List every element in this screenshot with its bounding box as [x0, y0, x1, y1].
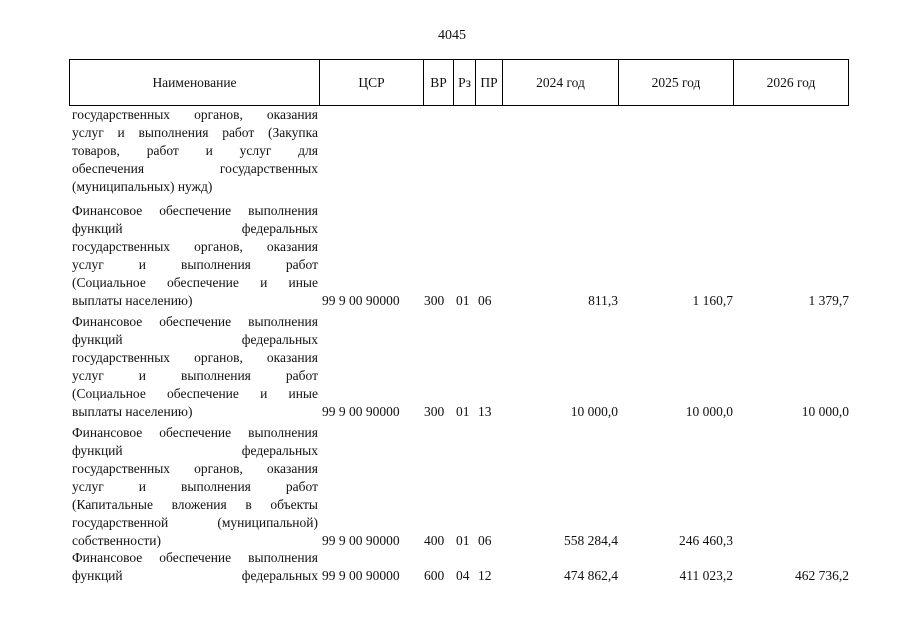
cell-2025: 246 460,3	[679, 533, 733, 548]
name-line: функций федеральных	[72, 568, 318, 583]
name-line: государственных органов, оказания	[72, 350, 318, 365]
cell-csr: 99 9 00 90000	[322, 568, 400, 583]
name-line: (Социальное обеспечение и иные	[72, 386, 318, 401]
header-vr: ВР	[424, 60, 454, 105]
name-line: выплаты населению)	[72, 293, 193, 308]
page-number: 4045	[438, 28, 466, 43]
name-line: собственности)	[72, 533, 161, 548]
row-name	[72, 424, 318, 550]
header-2024: 2024 год	[503, 60, 619, 105]
cell-2026: 1 379,7	[808, 293, 849, 308]
name-line: услуг и выполнения работ	[72, 479, 318, 494]
name-line: функций федеральных	[72, 221, 318, 236]
cell-pr: 06	[478, 293, 492, 308]
name-line: Финансовое обеспечение выполнения	[72, 425, 318, 440]
cell-2026: 10 000,0	[801, 404, 849, 419]
cell-rz: 04	[456, 568, 470, 583]
cell-vr: 600	[424, 568, 445, 583]
header-pr: ПР	[476, 60, 503, 105]
cell-csr: 99 9 00 90000	[322, 404, 400, 419]
cell-2024: 811,3	[588, 293, 618, 308]
row-name	[72, 549, 318, 585]
cell-rz: 01	[456, 293, 470, 308]
cell-2025: 411 023,2	[679, 568, 733, 583]
name-line: государственной (муниципальной)	[72, 515, 318, 530]
name-line: товаров, работ и услуг для	[72, 143, 318, 158]
cell-csr: 99 9 00 90000	[322, 533, 400, 548]
name-line: (Капитальные вложения в объекты	[72, 497, 318, 512]
name-line: функций федеральных	[72, 332, 318, 347]
name-line: услуг и выполнения работ (Закупка	[72, 125, 318, 140]
cell-vr: 300	[424, 293, 445, 308]
name-line: обеспечения государственных	[72, 161, 318, 176]
header-2025: 2025 год	[619, 60, 734, 105]
name-line: государственных органов, оказания	[72, 107, 318, 122]
cell-pr: 13	[478, 404, 492, 419]
cell-2024: 558 284,4	[564, 533, 618, 548]
name-line: государственных органов, оказания	[72, 461, 318, 476]
row-name	[72, 313, 318, 421]
header-csr: ЦСР	[320, 60, 424, 105]
cell-csr: 99 9 00 90000	[322, 293, 400, 308]
cell-2024: 10 000,0	[570, 404, 618, 419]
header-rz: Рз	[454, 60, 476, 105]
header-name: Наименование	[70, 60, 320, 105]
cell-pr: 12	[478, 568, 492, 583]
name-line: государственных органов, оказания	[72, 239, 318, 254]
cell-2024: 474 862,4	[564, 568, 618, 583]
name-line: (муниципальных) нужд)	[72, 179, 213, 194]
name-line: выплаты населению)	[72, 404, 193, 419]
cell-2025: 10 000,0	[685, 404, 733, 419]
name-line: услуг и выполнения работ	[72, 257, 318, 272]
name-line: услуг и выполнения работ	[72, 368, 318, 383]
cell-rz: 01	[456, 404, 470, 419]
row-name	[72, 106, 318, 196]
name-line: (Социальное обеспечение и иные	[72, 275, 318, 290]
header-2026: 2026 год	[766, 74, 816, 90]
cell-2026: 462 736,2	[795, 568, 849, 583]
cell-rz: 01	[456, 533, 470, 548]
name-line: Финансовое обеспечение выполнения	[72, 550, 318, 565]
name-line: Финансовое обеспечение выполнения	[72, 203, 318, 218]
cell-pr: 06	[478, 533, 492, 548]
cell-2025: 1 160,7	[692, 293, 733, 308]
table-header	[69, 59, 849, 106]
name-line: функций федеральных	[72, 443, 318, 458]
cell-vr: 300	[424, 404, 445, 419]
cell-vr: 400	[424, 533, 445, 548]
row-name	[72, 202, 318, 310]
name-line: Финансовое обеспечение выполнения	[72, 314, 318, 329]
